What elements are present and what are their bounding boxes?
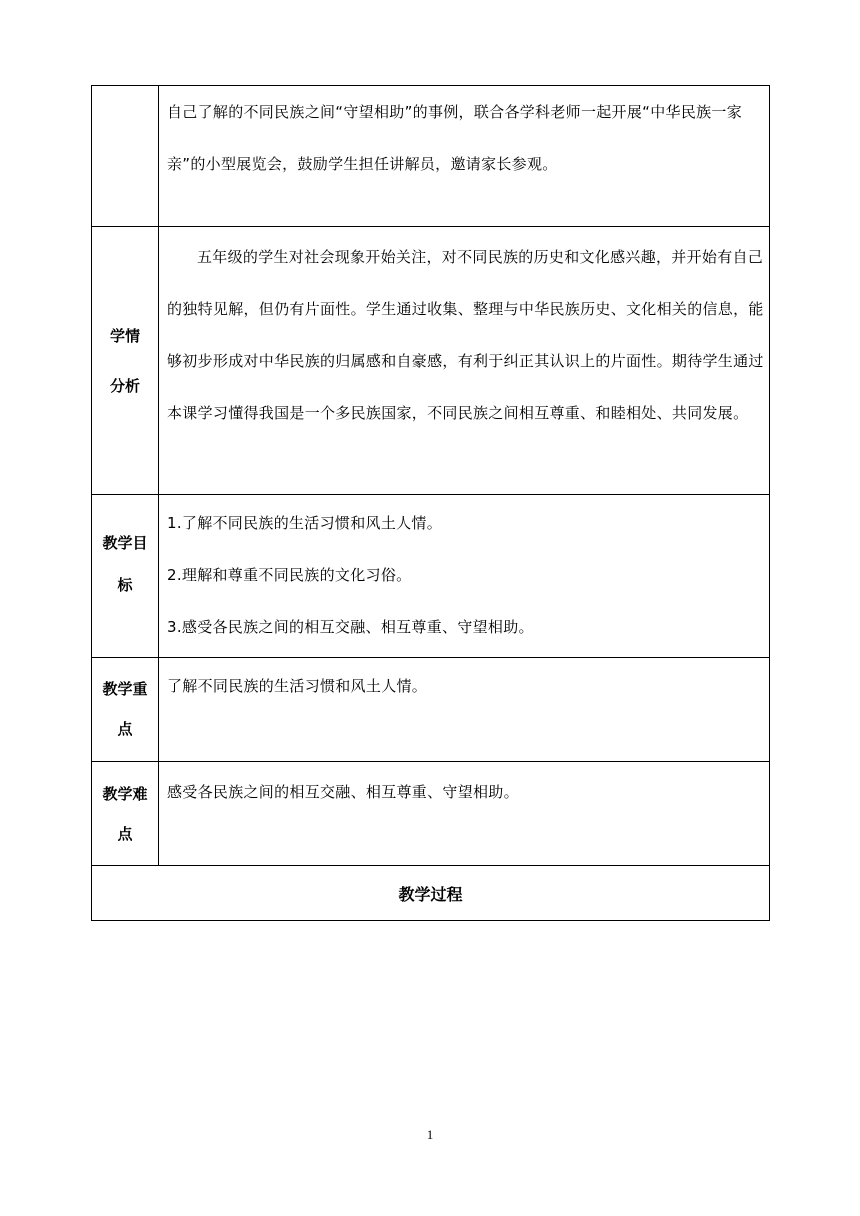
key-points-row	[92, 658, 770, 762]
objectives-row	[92, 495, 770, 658]
continuation-text: 自己了解的不同民族之间“守望相助”的事例，联合各学科老师一起开展“中华民族一家亲”的小型展览会，鼓励学生担任讲解员，邀请家长参观。	[159, 86, 770, 227]
analysis-label	[92, 227, 159, 495]
difficulties-label-line2: 点	[117, 825, 133, 843]
objective-item: 2.理解和尊重不同民族的文化习俗。	[167, 566, 412, 584]
key-points-label-line1: 教学重	[102, 680, 148, 698]
objectives-label-line2: 标	[117, 576, 133, 594]
page-number: 1	[426, 1127, 434, 1142]
objective-item: 3.感受各民族之间的相互交融、相互尊重、守望相助。	[167, 618, 534, 636]
difficulties-row	[92, 762, 770, 866]
objective-item: 1.了解不同民族的生活习惯和风土人情。	[167, 514, 443, 532]
analysis-text: 五年级的学生对社会现象开始关注，对不同民族的历史和文化感兴趣，并开始有自己的独特见解，但仍有片面性。学生通过收集、整理与中华民族历史、文化相关的信息，能够初步形成对中华民族的归属感和自豪感，有利于纠正其认识上的片面性。期待学生通过本课学习懂得我国是一个多民族国家，不同民族之间相互尊重、和睦相处、共同发展。	[159, 227, 770, 495]
continuation-row	[92, 86, 770, 227]
key-points-text: 了解不同民族的生活习惯和风土人情。	[159, 658, 770, 762]
process-row	[92, 866, 770, 921]
continuation-label-cell	[92, 86, 159, 227]
difficulties-label-line1: 教学难	[102, 785, 148, 803]
analysis-label-line2: 分析	[109, 376, 140, 395]
key-points-label	[92, 658, 159, 762]
lesson-plan-table	[91, 85, 770, 921]
objectives-list	[159, 495, 770, 658]
objectives-label-line1: 教学目	[102, 534, 148, 552]
analysis-label-line1: 学情	[109, 326, 140, 345]
analysis-row	[92, 227, 770, 495]
difficulties-label	[92, 762, 159, 866]
objectives-label	[92, 495, 159, 658]
key-points-label-line2: 点	[117, 720, 133, 738]
process-heading: 教学过程	[92, 866, 770, 921]
difficulties-text: 感受各民族之间的相互交融、相互尊重、守望相助。	[159, 762, 770, 866]
